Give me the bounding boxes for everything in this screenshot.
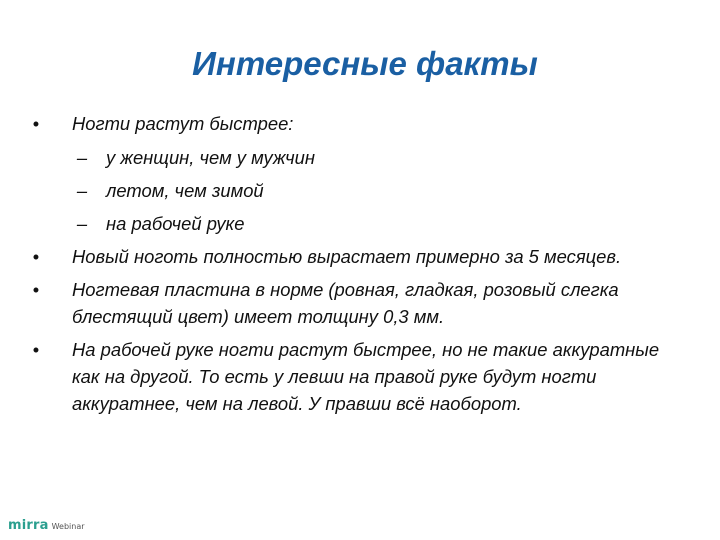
logo-main-text: mirra — [8, 517, 49, 533]
bullet-item-nail-plate-thickness — [28, 276, 688, 330]
dash-marker: – — [76, 147, 88, 168]
bullet-item-nails-grow-faster — [28, 110, 688, 137]
bullet-marker: • — [32, 246, 40, 267]
sub-bullet-text: летом, чем зимой — [106, 180, 264, 201]
sub-bullet-item — [28, 177, 688, 204]
bullet-text: Ногтевая пластина в норме (ровная, гладкая, розовый слегка блестящий цвет) имеет толщину 0,3 мм. — [72, 279, 619, 327]
bullet-marker: • — [32, 113, 40, 134]
bullet-marker: • — [32, 339, 40, 360]
sub-bullet-text: у женщин, чем у мужчин — [106, 147, 316, 168]
bullet-text: На рабочей руке ногти растут быстрее, но не такие аккуратные как на другой. То есть у левши на правой руке будут ногти аккуратнее, чем на левой. У правши всё наоборот. — [72, 339, 660, 414]
sub-bullet-item — [28, 144, 688, 171]
bullet-text: Ногти растут быстрее: — [72, 113, 294, 134]
dash-marker: – — [76, 180, 88, 201]
bullet-item-new-nail-growth — [28, 243, 688, 270]
bullet-text: Новый ноготь полностью вырастает примерно за 5 месяцев. — [72, 246, 622, 267]
dash-marker: – — [76, 213, 88, 234]
sub-bullet-text: на рабочей руке — [106, 213, 245, 234]
mirra-webinar-logo — [8, 517, 85, 533]
sub-bullet-item — [28, 210, 688, 237]
bullet-marker: • — [32, 279, 40, 300]
logo-sub-text: Webinar — [51, 521, 85, 531]
bullet-item-working-hand-nails — [28, 336, 688, 417]
slide-title: Интересные факты — [192, 45, 538, 82]
slide-content — [28, 110, 688, 417]
